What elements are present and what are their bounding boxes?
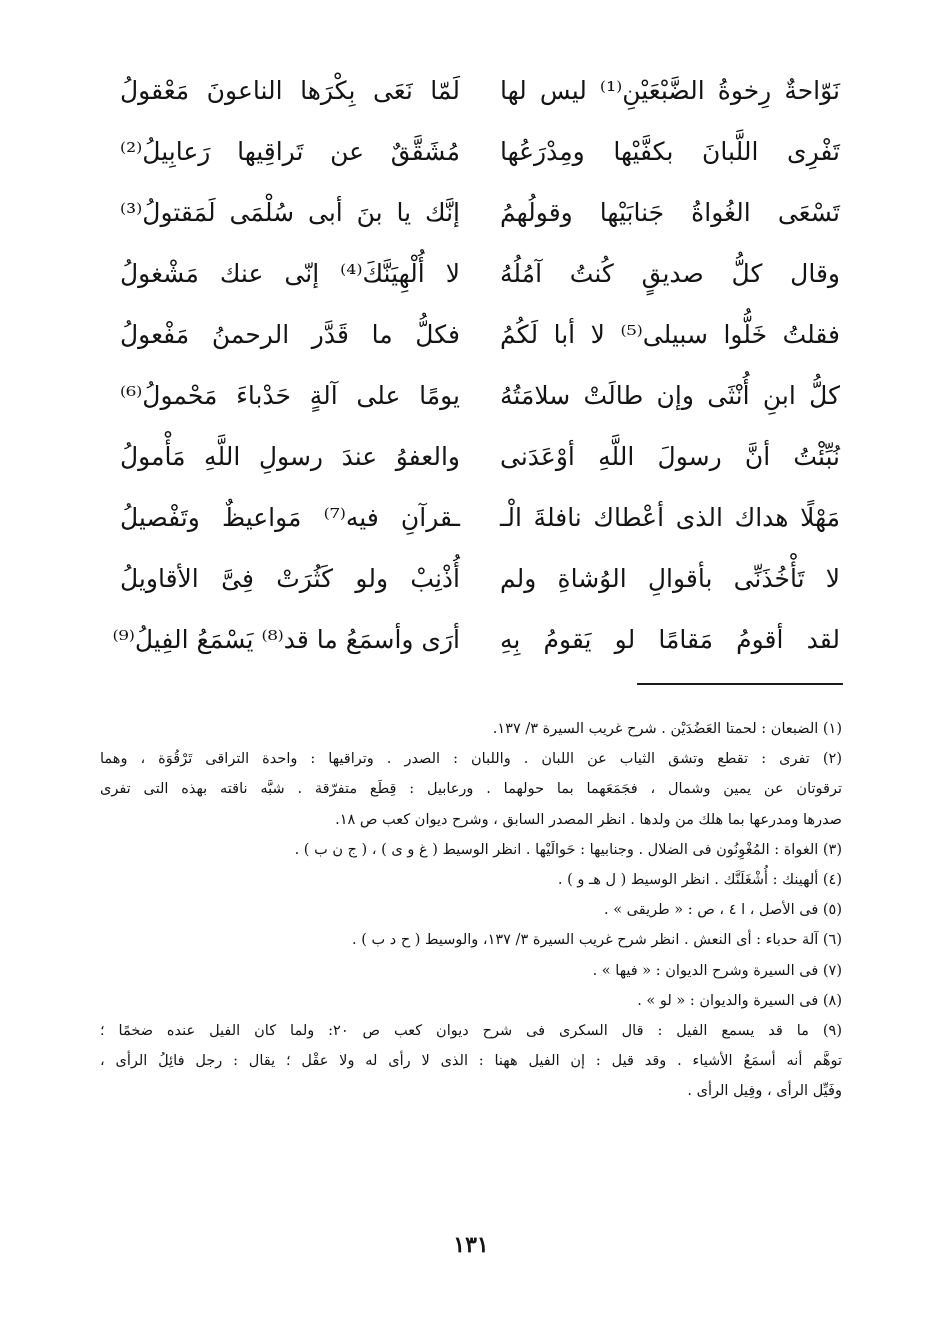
second-hemistich: مُشَقَّقٌ عن تَراقِيها رَعابِيلُ⁽²⁾ [120, 136, 460, 166]
verse [120, 548, 840, 609]
second-hemistich: ـقرآنِ فيه⁽⁷⁾ مَواعيظٌ وتَفْصيلُ [120, 502, 461, 532]
footnote-line: (٩) ما قد يسمع الفيل : قال السكرى فى شرح ديوان كعب ص ٢٠: ولما كان الفيل عنده ضخمًا ؛ [100, 1023, 842, 1040]
page-number: ١٣١ [453, 1232, 489, 1258]
verse [120, 365, 840, 426]
footnote-line: (٥) فى الأصل ، ا ٤ ، ص : « طريقى » . [603, 902, 842, 919]
second-hemistich: أرَى وأسمَعُ ما قد⁽⁸⁾ يَسْمَعُ الفِيلُ⁽⁹⁾ [112, 624, 460, 654]
first-hemistich: لا تَأْخُذَنِّى بأقوالِ الوُشاةِ ولم [500, 563, 840, 593]
footnote-divider [637, 683, 843, 685]
first-hemistich: مَهْلًا هداك الذى أعْطاك نافلةَ الْـ [500, 502, 840, 532]
footnote-line: (٨) فى السيرة والديوان : « لو » . [637, 992, 842, 1009]
first-hemistich: لقد أقومُ مَقامًا لو يَقومُ بِهِ [500, 624, 840, 654]
verse [120, 121, 840, 182]
footnote-line: صدرها ومدرعها بما هلك من ولدها . انظر المصدر السابق ، وشرح ديوان كعب ص ١٨. [335, 811, 842, 828]
first-hemistich: تَفْرِى اللَّبانَ بكفَّيْها ومِدْرَعُها [500, 136, 840, 166]
second-hemistich: يومًا على آلةٍ حَدْباءَ مَحْمولُ⁽⁶⁾ [120, 380, 460, 410]
verse [120, 60, 840, 121]
second-hemistich: فكلُّ ما قَدَّر الرحمنُ مَفْعولُ [120, 319, 460, 349]
verse [120, 243, 840, 304]
second-hemistich: إنَّك يا بنَ أبى سُلْمَى لَمَقتولُ⁽³⁾ [120, 197, 460, 227]
second-hemistich: والعفوُ عندَ رسولِ اللَّهِ مَأْمولُ [120, 441, 460, 471]
verse [120, 304, 840, 365]
footnote-line: وفَيِّل الرأى ، وفِيل الرأى . [687, 1083, 842, 1100]
verse [120, 182, 840, 243]
first-hemistich: كلُّ ابنِ أُنْثَى وإن طالَتْ سلامَتُهُ [500, 380, 840, 410]
footnote-line: (٧) فى السيرة وشرح الديوان : « فيها » . [592, 962, 842, 979]
footnotes [100, 714, 842, 1107]
footnote-line: (٤) ألهينك : أُشْغَلَنَّك . انظر الوسيط ( ل هـ و ) . [557, 872, 842, 889]
footnote-line: (١) الضبعان : لحمتا العَضُدَيْن . شرح غريب السيرة ٣/ ١٣٧. [492, 721, 842, 737]
footnote-line: (٢) تفرى : تقطع وتشق الثياب عن اللبان . واللبان : الصدر . وتراقيها : واحدة التراقى تَرْقُوَة ، وهما [100, 751, 842, 768]
first-hemistich: نَوّاحةٌ رِخوةُ الضَّبْعَيْنِ⁽¹⁾ ليس لها [500, 75, 840, 105]
poem [112, 60, 840, 670]
first-hemistich: وقال كلُّ صديقٍ كُنتُ آمُلُهُ [500, 258, 840, 288]
first-hemistich: تَسْعَى الغُواةُ جَنابَيْها وقولُهمُ [500, 197, 840, 227]
first-hemistich: فقلتُ خَلُّوا سبيلى⁽⁵⁾ لا أبا لَكُمُ [500, 319, 840, 349]
first-hemistich: نُبِّئْتُ أنَّ رسولَ اللَّهِ أوْعَدَنى [500, 441, 840, 471]
footnote-line: (٣) الغواة : المُغْوِنُون فى الضلال . وجنابيها : حَوالَيْها . انظر الوسيط ( غ و ى ) ، ( ج ن ب ) . [294, 841, 842, 858]
second-hemistich: أُذْنِبْ ولو كَثُرَتْ فِىَّ الأقاويلُ [120, 563, 460, 593]
second-hemistich: لَمّا نَعَى بِكْرَها الناعونَ مَعْقولُ [120, 75, 460, 105]
footnote-line: توهَّم أنه أسمَعُ الأشياء . وقد قيل : إن الفيل ههنا : الذى لا رأى له ولا عقْل ؛ يقال : رجل فائِلُ الرأى ، [100, 1053, 842, 1070]
footnote-line: ترقوتان عن يمين وشمال ، فجَمَعَهما بما حولهما . ورعابيل : قِطَع متفرّقة . شبَّه ناقته بهذه التى تفرى [100, 781, 842, 798]
verse [112, 609, 840, 670]
verse [120, 426, 840, 487]
second-hemistich: لا أُلْهِيَنَّكَ⁽⁴⁾ إنّى عنك مَشْغولُ [120, 258, 460, 288]
verse [120, 487, 840, 548]
footnote-line: (٦) آلة حدباء : أى النعش . انظر شرح غريب السيرة ٣/ ١٣٧، والوسيط ( ح د ب ) . [352, 932, 842, 949]
